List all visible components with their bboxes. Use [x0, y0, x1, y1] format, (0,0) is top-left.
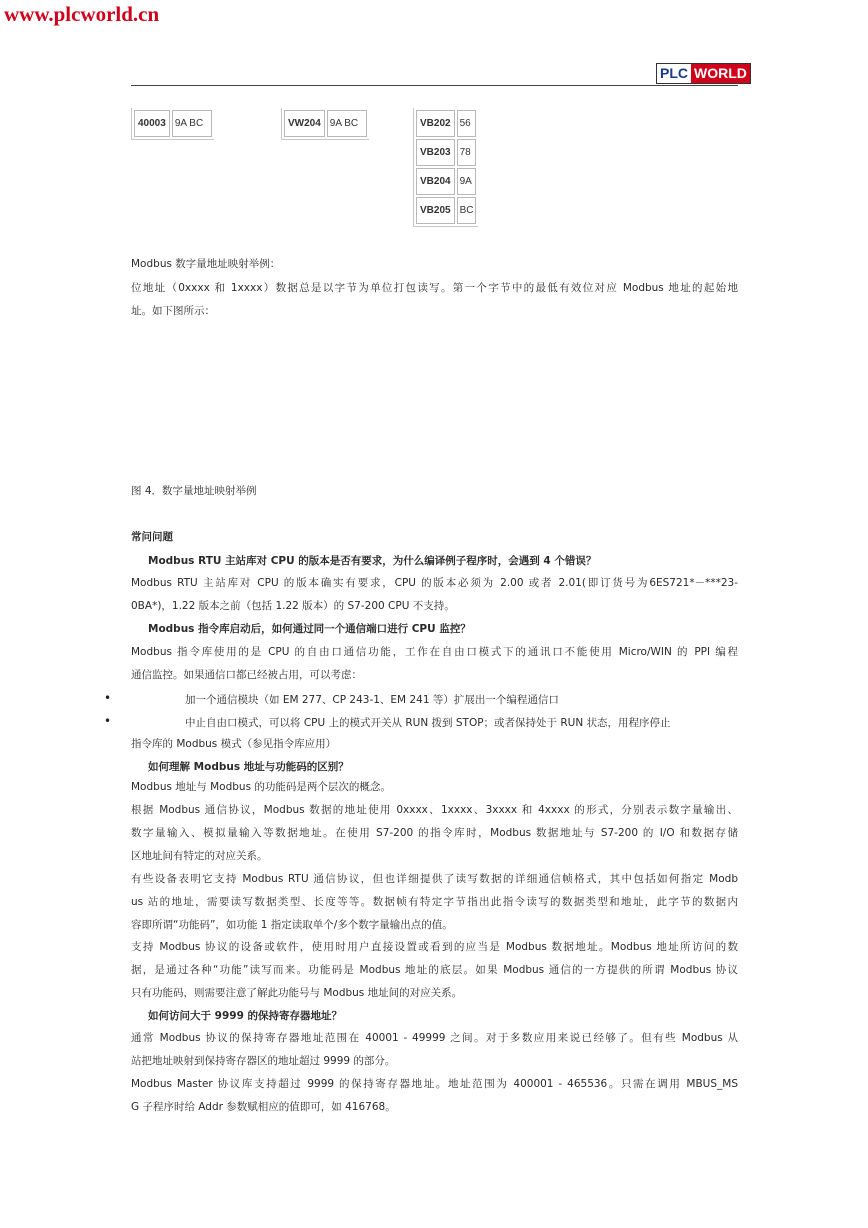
- modbus-address-table: [131, 108, 214, 140]
- table-value-cell: 9A BC: [327, 110, 367, 137]
- paragraph-line: 容即所谓“功能码”，如功能 1 指定读取单个/多个数字量输出点的值。: [131, 919, 453, 931]
- watermark-url[interactable]: www.plcworld.cn: [4, 2, 160, 26]
- paragraph-line: 站把地址映射到保持寄存器区的地址超过 9999 的部分。: [131, 1055, 396, 1067]
- paragraph-line: Modbus RTU 主站库对 CPU 的版本确实有要求，CPU 的版本必须为 2.00 或者 2.01(即订货号为6ES721*－***23-: [131, 577, 738, 589]
- paragraph-line: 通常 Modbus 协议的保持寄存器地址范围在 40001 - 49999 之间。对于多数应用来说已经够了。但有些 Modbus 从: [131, 1032, 738, 1044]
- bullet-icon: •: [104, 714, 112, 728]
- table-key-cell: VW204: [284, 110, 325, 137]
- paragraph-line: Modbus 数字量地址映射举例：: [131, 258, 281, 270]
- section-heading: Modbus 指令库启动后，如何通过同一个通信端口进行 CPU 监控？: [148, 623, 471, 635]
- table-value-cell: 9A BC: [172, 110, 212, 137]
- paragraph-line: Modbus 指令库使用的是 CPU 的自由口通信功能，工作在自由口模式下的通讯口不能使用 Micro/WIN 的 PPI 编程: [131, 646, 738, 658]
- table-value-cell: 9A: [457, 168, 477, 195]
- paragraph-line: 指令库的 Modbus 模式（参见指令库应用）: [131, 738, 337, 750]
- paragraph-line: 据，是通过各种“功能”读写而来。功能码是 Modbus 地址的底层。如果 Modbus 通信的一方提供的所谓 Modbus 协议: [131, 964, 738, 976]
- paragraph-line: 位地址（0xxxx 和 1xxxx）数据总是以字节为单位打包读写。第一个字节中的最低有效位对应 Modbus 地址的起始地: [131, 282, 738, 294]
- table-key-cell: VB202: [416, 110, 455, 137]
- list-item: 加一个通信模块（如 EM 277、CP 243-1、EM 241 等）扩展出一个编程通信口: [185, 694, 559, 706]
- paragraph-line: 通信监控。如果通信口都已经被占用，可以考虑：: [131, 669, 362, 681]
- paragraph-line: 0BA*)，1.22 版本之前（包括 1.22 版本）的 S7-200 CPU 不支持。: [131, 600, 455, 612]
- list-item: 中止自由口模式，可以将 CPU 上的模式开关从 RUN 拨到 STOP；或者保持处于 RUN 状态，用程序停止: [185, 717, 671, 729]
- paragraph-line: us 站的地址，需要读写数据类型、长度等等。数据帧有特定字节指出此指令读写的数据类型和地址，此字节的数据内: [131, 896, 738, 908]
- vw-address-table: [281, 108, 369, 140]
- paragraph-line: 只有功能码，则需要注意了解此功能号与 Modbus 地址间的对应关系。: [131, 987, 463, 999]
- table-value-cell: 56: [457, 110, 477, 137]
- table-value-cell: BC: [457, 197, 477, 224]
- table-row: [284, 110, 367, 137]
- table-row: [416, 110, 476, 137]
- table-row: [416, 168, 476, 195]
- logo-plc-text: PLC: [657, 64, 691, 83]
- paragraph-line: 根据 Modbus 通信协议，Modbus 数据的地址使用 0xxxx、1xxxx、3xxxx 和 4xxxx 的形式，分别表示数字量输出、: [131, 804, 738, 816]
- logo-world-text: WORLD: [691, 64, 750, 83]
- section-heading: 如何访问大于 9999 的保持寄存器地址？: [148, 1010, 343, 1022]
- table-key-cell: VB204: [416, 168, 455, 195]
- vb-address-table: [413, 108, 478, 227]
- table-row: [416, 139, 476, 166]
- table-key-cell: VB203: [416, 139, 455, 166]
- paragraph-line: Modbus 地址与 Modbus 的功能码是两个层次的概念。: [131, 781, 391, 793]
- paragraph-line: 支持 Modbus 协议的设备或软件，使用时用户直接设置或看到的应当是 Modbus 数据地址。Modbus 地址所访问的数: [131, 941, 738, 953]
- table-key-cell: 40003: [134, 110, 170, 137]
- paragraph-line: G 子程序时给 Addr 参数赋相应的值即可，如 416768。: [131, 1101, 396, 1113]
- header-rule: [131, 85, 738, 86]
- table-key-cell: VB205: [416, 197, 455, 224]
- table-value-cell: 78: [457, 139, 477, 166]
- plcworld-logo: [656, 63, 751, 84]
- paragraph-line: 有些设备表明它支持 Modbus RTU 通信协议，但也详细提供了读写数据的详细通信帧格式，其中包括如何指定 Modb: [131, 873, 738, 885]
- section-heading: 常问问题: [131, 531, 173, 543]
- section-heading: 如何理解 Modbus 地址与功能码的区别？: [148, 761, 349, 773]
- paragraph-line: Modbus Master 协议库支持超过 9999 的保持寄存器地址。地址范围为 400001 - 465536。只需在调用 MBUS_MS: [131, 1078, 738, 1090]
- bullet-icon: •: [104, 691, 112, 705]
- table-row: [134, 110, 212, 137]
- section-heading: Modbus RTU 主站库对 CPU 的版本是否有要求，为什么编译例子程序时，会遇到 4 个错误？: [148, 555, 597, 567]
- table-row: [416, 197, 476, 224]
- paragraph-line: 址。如下图所示：: [131, 305, 215, 317]
- paragraph-line: 数字量输入、模拟量输入等数据地址。在使用 S7-200 的指令库时，Modbus 数据地址与 S7-200 的 I/O 和数据存储: [131, 827, 738, 839]
- paragraph-line: 图 4．数字量地址映射举例: [131, 485, 257, 497]
- paragraph-line: 区地址间有特定的对应关系。: [131, 850, 268, 862]
